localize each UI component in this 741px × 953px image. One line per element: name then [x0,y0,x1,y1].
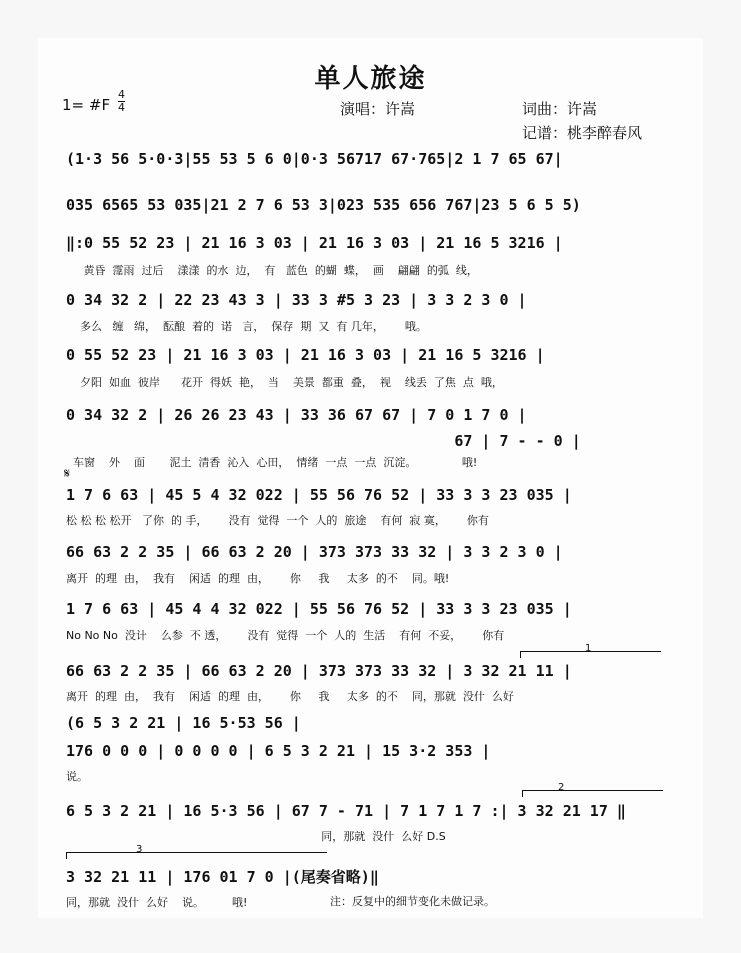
volta-bracket-3 [66,852,327,859]
key-signature: 1= #F [62,96,111,114]
lyric-line-3: 黄昏 霪雨 过后 漾漾 的水 边， 有 蓝色 的蝴 蝶， 画 翩翩 的弧 线， [66,264,478,277]
score-line-6: 0 34 32 2 | 26 26 23 43 | 33 36 67 67 | 7 0 1 7 0 | [66,406,527,424]
lyric-line-10: 离开 的理 由， 我有 闲适 的理 由， 你 我 太多 的不 同，那就 没什 么好 [66,690,514,703]
score-line-5: 0 55 52 23 | 21 16 3 03 | 21 16 3 03 | 21 16 5 3216 | [66,346,545,364]
segno-sign: 𝄋 [64,466,71,482]
score-line-11: (6 5 3 2 21 | 16 5·53 56 | [66,714,301,732]
volta-bracket-2 [522,790,663,797]
composer: 词曲：许嵩 [522,100,598,118]
score-line-2: 035 6565 53 035|21 2 7 6 53 3|023 535 656 767|23 5 6 5 5) [66,196,581,214]
song-title: 单人旅途 [314,64,427,94]
score-line-13: 6 5 3 2 21 | 16 5·3 56 | 67 7 - 71 | 7 1 7 1 7 :| 3 32 21 17 ‖ [66,802,626,820]
time-denominator: 4 [118,101,125,114]
score-line-8: 66 63 2 2 35 | 66 63 2 20 | 373 373 33 32 | 3 3 2 3 0 | [66,543,563,561]
lyric-line-5: 夕阳 如血 彼岸 花开 得妖 艳， 当 美景 都重 叠， 视 线丢 了焦 点 哦， [66,376,503,389]
lyric-line-13: 同，那就 没什 么好 D.S [66,830,446,843]
volta-2-label: 2 [558,782,565,793]
volta-3-label: 3 [136,844,143,855]
notation-credit: 记谱：桃李醉春风 [522,124,643,142]
score-line-12: 176 0 0 0 | 0 0 0 0 | 6 5 3 2 21 | 15 3·2 353 | [66,742,491,760]
footnote: 注：反复中的细节变化未做记录。 [330,895,495,908]
volta-1-label: 1 [585,643,592,654]
time-numerator: 4 [118,88,125,101]
lyric-line-4: 多么 缠 绵， 酝酿 着的 诺 言， 保存 期 又 有 几年， 哦。 [66,320,427,333]
score-line-1: (1·3 56 5·0·3|55 53 5 6 0|0·3 56717 67·765|2 1 7 65 67| [66,150,563,168]
score-line-3: ‖:0 55 52 23 | 21 16 3 03 | 21 16 3 03 | 21 16 5 3216 | [66,234,563,252]
lyric-line-9: No No No 没计 么参 不 透， 没有 觉得 一个 人的 生活 有何 不妥， 你有 [66,629,505,642]
lyric-line-14: 同，那就 没什 么好 说。 哦! [66,896,248,909]
lyric-line-12: 说。 [66,770,88,783]
score-line-7: 1 7 6 63 | 45 5 4 32 022 | 55 56 76 52 | 33 3 3 23 035 | [66,486,572,504]
score-line-10: 66 63 2 2 35 | 66 63 2 20 | 373 373 33 32 | 3 32 21 11 | [66,662,572,680]
time-signature [118,90,125,113]
sheet-page [38,38,703,918]
lyric-line-8: 离开 的理 由， 我有 闲适 的理 由， 你 我 太多 的不 同。哦! [66,572,450,585]
singer: 演唱：许嵩 [340,100,416,118]
score-line-9: 1 7 6 63 | 45 4 4 32 022 | 55 56 76 52 | 33 3 3 23 035 | [66,600,572,618]
lyric-line-7: 松 松 松 松开 了你 的 手， 没有 觉得 一个 人的 旅途 有何 寂 寞， 你有 [66,514,489,527]
score-line-4: 0 34 32 2 | 22 23 43 3 | 33 3 #5 3 23 | 3 3 2 3 0 | [66,291,527,309]
lyric-line-6: 车窗 外 面 泥土 清香 沁入 心田， 情绪 一点 一点 沉淀。 哦! [66,456,478,469]
score-line-6b: 67 | 7 - - 0 | [66,432,581,450]
score-line-14: 3 32 21 11 | 176 01 7 0 |(尾奏省略)‖ [66,868,379,886]
